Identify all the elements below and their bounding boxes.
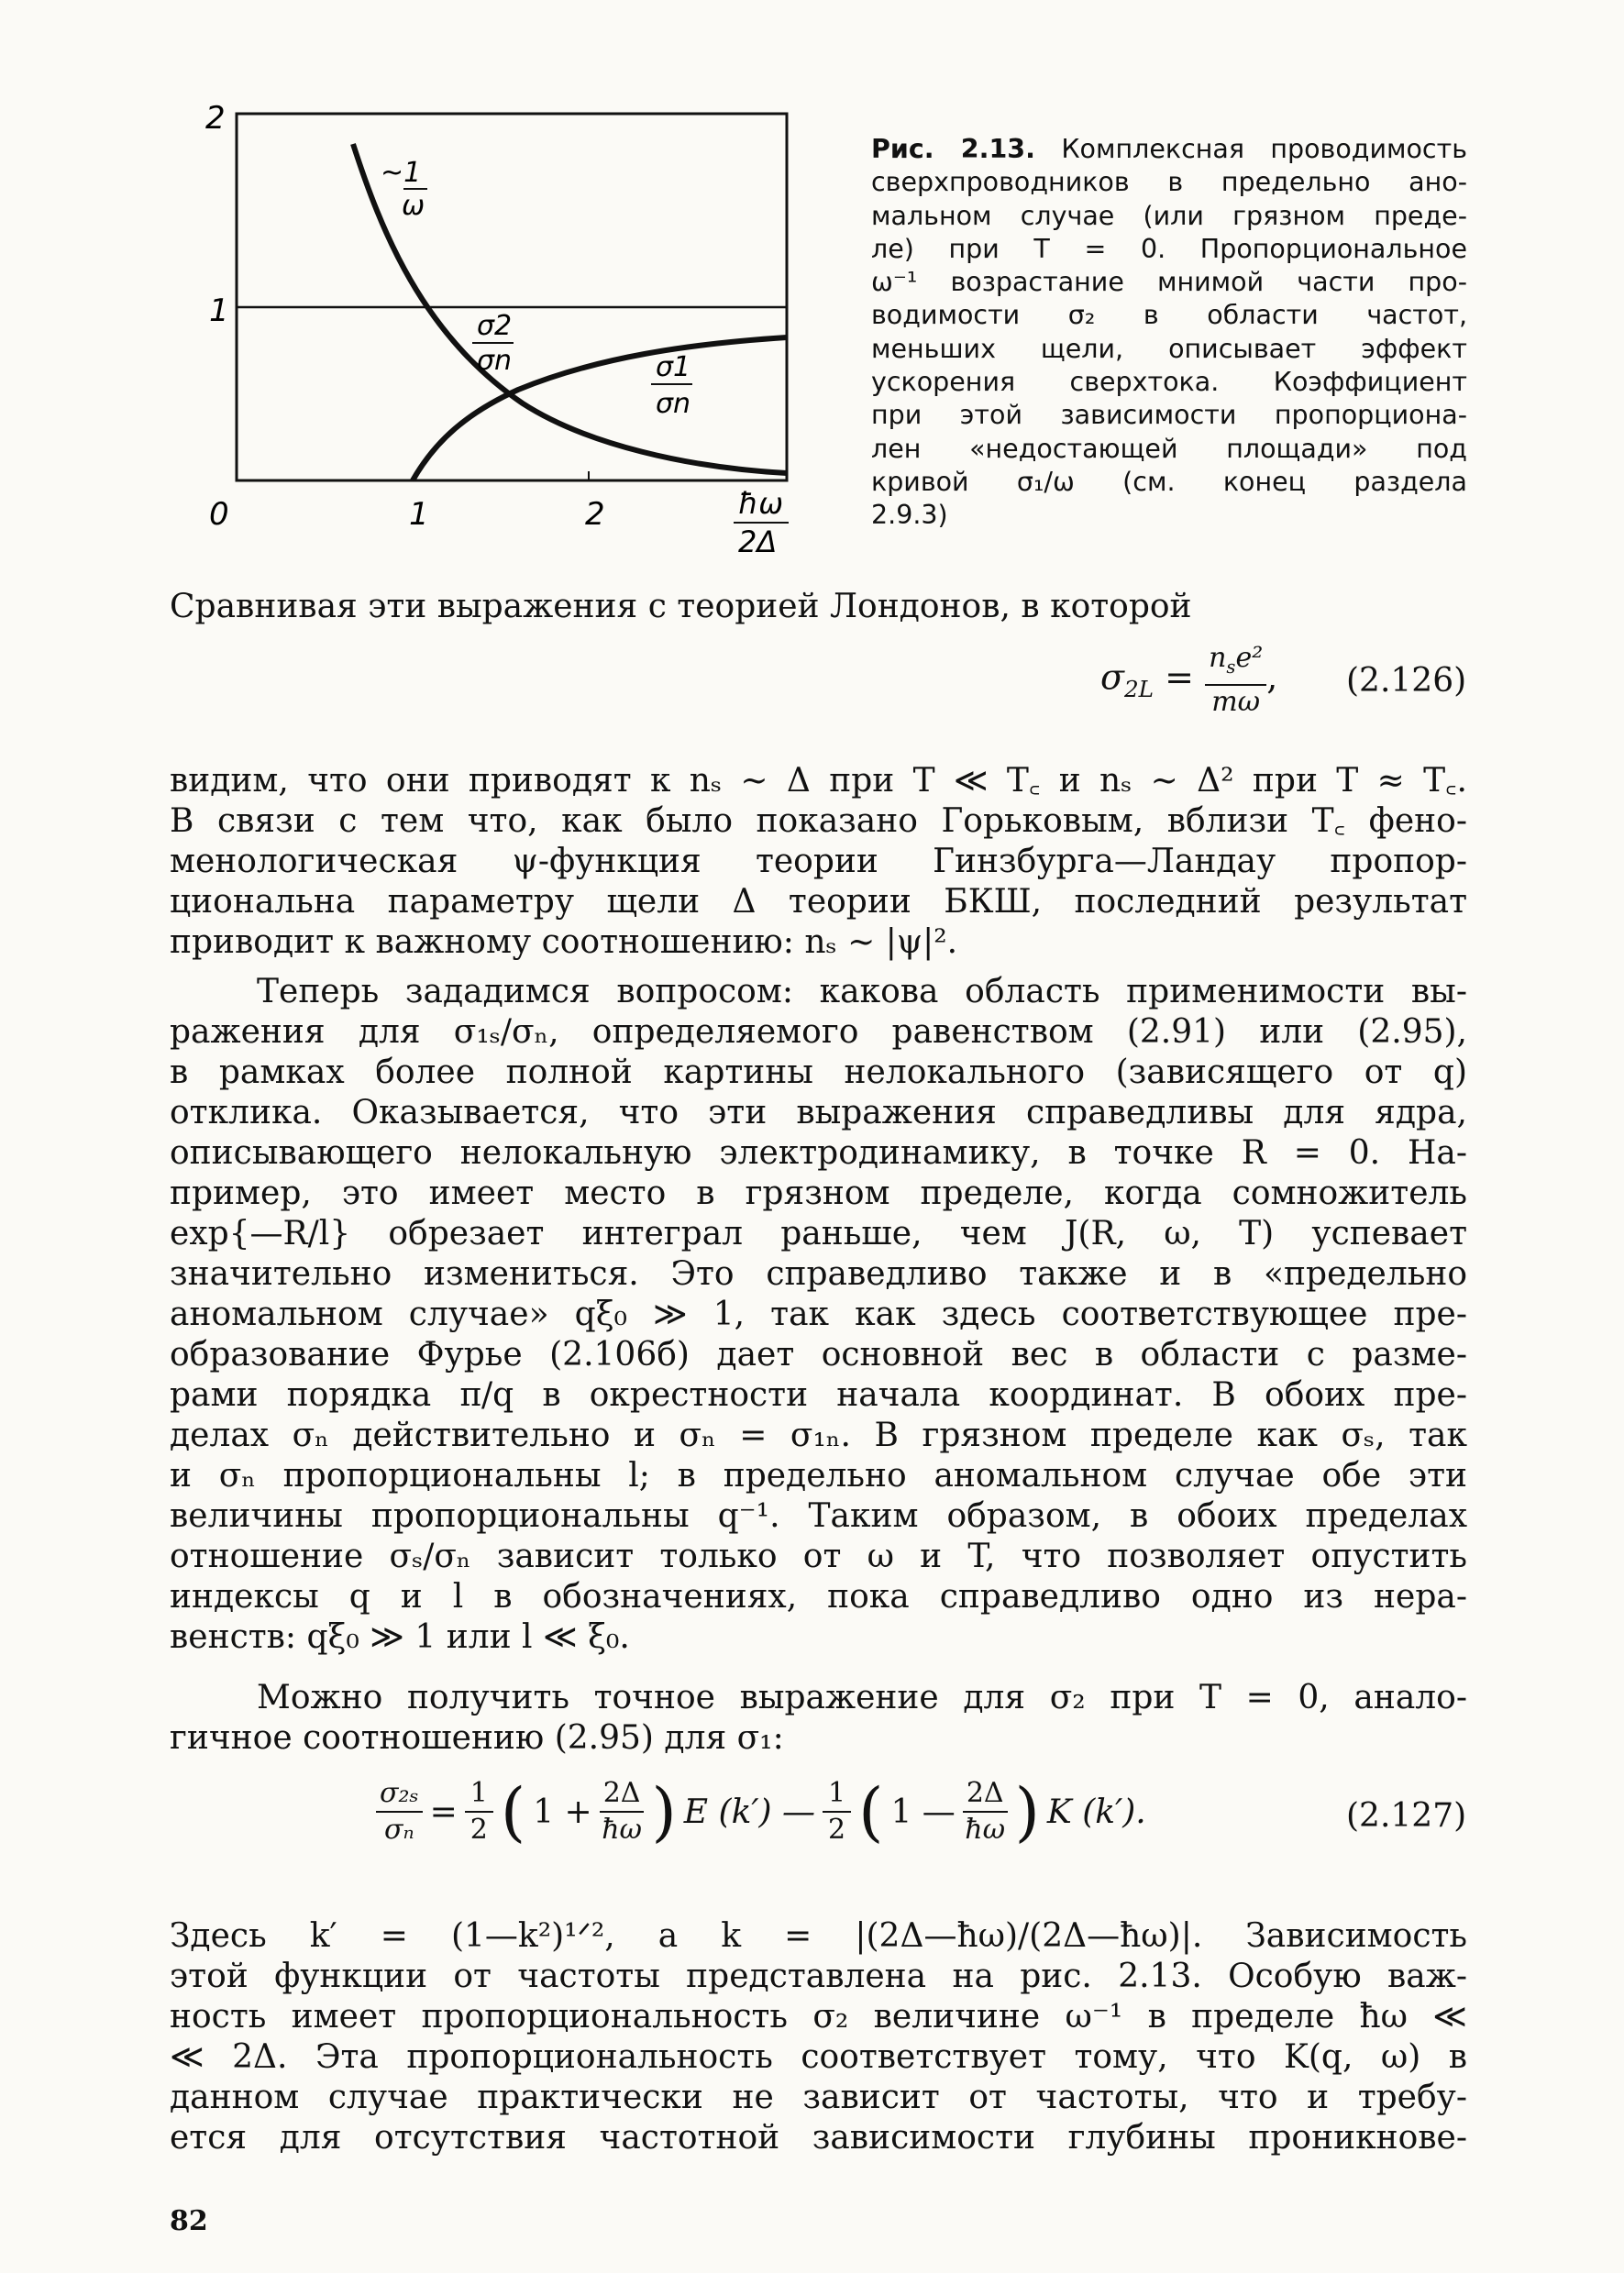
text-line: ность имеет пропорциональность σ₂ величине ω⁻¹ в пределе ħω ≪ bbox=[170, 1998, 1467, 2036]
x-tick-2: 2 bbox=[585, 496, 605, 533]
x-label-top: ħω bbox=[738, 486, 784, 521]
eq127-frac2-num: 2Δ bbox=[963, 1776, 1008, 1813]
eq127-equals: = bbox=[429, 1793, 458, 1831]
paragraph-2 bbox=[170, 972, 1467, 1658]
caption-line: 2.9.3) bbox=[871, 500, 948, 531]
sigma2-label-top: σ2 bbox=[477, 310, 513, 342]
eq127-half2-den: 2 bbox=[828, 1814, 846, 1846]
caption-line: лен «недостающей площади» под bbox=[871, 433, 1467, 464]
text-line: делах σₙ действительно и σₙ = σ₁ₙ. В грязном пределе как σₛ, так bbox=[170, 1417, 1467, 1454]
eq126-lhs: σ bbox=[1100, 657, 1124, 698]
caption-line: мальном случае (или грязном преде- bbox=[871, 200, 1467, 231]
equation-number-2-126: (2.126) bbox=[1346, 662, 1467, 700]
caption-line: при этой зависимости пропорциона- bbox=[871, 400, 1467, 431]
y-tick-0: 0 bbox=[209, 496, 229, 533]
text-line: отношение σₛ/σₙ зависит только от ω и T, что позволяет опустить bbox=[170, 1538, 1467, 1575]
x-tick-1: 1 bbox=[409, 496, 429, 533]
text-line: рами порядка π/q в окрестности начала координат. В обоих пре- bbox=[170, 1376, 1467, 1414]
caption-title: Рис. 2.13. bbox=[871, 134, 1035, 164]
eq127-paren-open-1: ( bbox=[500, 1774, 526, 1849]
eq127-half-num: 1 bbox=[465, 1776, 493, 1813]
caption-line: ле) при T = 0. Пропорциональное bbox=[871, 233, 1467, 264]
sigma2-label-bottom: σn bbox=[477, 345, 513, 377]
eq126-comma: , bbox=[1266, 657, 1278, 698]
text-line: видим, что они приводят к nₛ ~ Δ при T ≪ T꜀ и nₛ ~ Δ² при T ≈ T꜀. bbox=[170, 762, 1467, 800]
eq127-frac-2 bbox=[963, 1776, 1008, 1848]
sigma1-label-bottom: σn bbox=[656, 388, 691, 420]
text-line: венств: qξ₀ ≫ 1 или l ≪ ξ₀. bbox=[170, 1618, 630, 1656]
text-line: величины пропорциональны q⁻¹. Таким образом, в обоих пределах bbox=[170, 1497, 1467, 1535]
text-line: этой функции от частоты представлена на рис. 2.13. Особую важ- bbox=[170, 1958, 1467, 1995]
y-tick-2: 2 bbox=[205, 101, 226, 137]
eq126-e2: e² bbox=[1235, 642, 1264, 674]
text-line: образование Фурье (2.106б) дает основной вес в области с разме- bbox=[170, 1336, 1467, 1374]
caption-line: ω⁻¹ возрастание мнимой части про- bbox=[871, 267, 1467, 298]
text-line: индексы q и l в обозначениях, пока справедливо одно из нера- bbox=[170, 1578, 1467, 1616]
text-line: данном случае практически не зависит от частоты, что и требу- bbox=[170, 2079, 1467, 2116]
paragraph-1 bbox=[170, 761, 1467, 963]
figure-2-13 bbox=[193, 101, 889, 559]
eq126-lhs-sub: 2L bbox=[1123, 676, 1154, 703]
paragraph-3 bbox=[170, 1678, 1467, 1759]
eq127-E: E (k′) — bbox=[683, 1793, 816, 1831]
page-number: 82 bbox=[170, 2205, 208, 2237]
eq127-half2-num: 1 bbox=[823, 1776, 851, 1813]
equation-2-126 bbox=[1100, 642, 1277, 719]
equation-number-2-127: (2.127) bbox=[1346, 1797, 1467, 1835]
eq126-fraction bbox=[1205, 642, 1266, 719]
eq127-half-2 bbox=[823, 1776, 851, 1848]
text-line: и σₙ пропорциональны l; в предельно аномальном случае обе эти bbox=[170, 1457, 1467, 1495]
plot-frame bbox=[237, 114, 787, 480]
text-line: циональна параметру щели Δ теории БКШ, последний результат bbox=[170, 883, 1467, 921]
text-line: Теперь зададимся вопросом: какова область применимости вы- bbox=[257, 973, 1467, 1010]
eq126-n-sub: s bbox=[1226, 657, 1236, 678]
figure-caption bbox=[871, 133, 1467, 533]
caption-line: ускорения сверхтока. Коэффициент bbox=[871, 367, 1467, 398]
caption-line: меньших щели, описывает эффект bbox=[871, 333, 1467, 364]
text-line: ≪ 2Δ. Эта пропорциональность соответствует тому, что K(q, ω) в bbox=[170, 2038, 1467, 2076]
text-line: ражения для σ₁ₛ/σₙ, определяемого равенством (2.91) или (2.95), bbox=[170, 1013, 1467, 1051]
sigma1-label-top: σ1 bbox=[656, 351, 691, 383]
eq126-equals: = bbox=[1165, 657, 1194, 698]
eq127-lhs bbox=[376, 1776, 423, 1848]
eq127-lhs-num: σ₂ₛ bbox=[376, 1776, 423, 1813]
eq127-frac2-den: ħω bbox=[965, 1814, 1006, 1846]
eq126-n: n bbox=[1209, 642, 1227, 674]
text-line: exp{—R/l} обрезает интеграл раньше, чем J(R, ω, T) успевает bbox=[170, 1215, 1467, 1252]
eq127-paren-close-2: ) bbox=[1014, 1774, 1040, 1849]
intro-paragraph bbox=[170, 587, 1467, 627]
eq127-half-den: 2 bbox=[470, 1814, 488, 1846]
equation-2-127 bbox=[376, 1774, 1146, 1849]
inv-omega-label-top: ~1 bbox=[381, 157, 422, 189]
eq127-lhs-den: σₙ bbox=[383, 1814, 414, 1846]
eq127-K: K (k′). bbox=[1046, 1793, 1146, 1831]
text-line: описывающего нелокальную электродинамику, в точке R = 0. На- bbox=[170, 1134, 1467, 1172]
text-line: менологическая ψ-функция теории Гинзбурга—Ландау пропор- bbox=[170, 843, 1467, 880]
eq127-term1: 1 + bbox=[533, 1793, 592, 1831]
paragraph-4 bbox=[170, 1916, 1467, 2158]
text-line: гичное соотношению (2.95) для σ₁: bbox=[170, 1719, 784, 1757]
eq127-half-1 bbox=[465, 1776, 493, 1848]
inv-omega-label-bottom: ω bbox=[402, 190, 425, 222]
caption-line: сверхпроводников в предельно ано- bbox=[871, 167, 1467, 198]
text-line: отклика. Оказывается, что эти выражения справедливы для ядра, bbox=[170, 1094, 1467, 1131]
text-line: Можно получить точное выражение для σ₂ при T = 0, анало- bbox=[257, 1679, 1467, 1716]
text-line: В связи с тем что, как было показано Горьковым, вблизи T꜀ фено- bbox=[170, 802, 1467, 840]
eq126-denominator: mω bbox=[1211, 686, 1261, 718]
conductivity-plot bbox=[193, 101, 889, 559]
x-label-bottom: 2Δ bbox=[738, 524, 778, 559]
text-line: в рамках более полной картины нелокального (зависящего от q) bbox=[170, 1054, 1467, 1091]
eq127-term2: 1 — bbox=[890, 1793, 956, 1831]
text-line: ется для отсутствия частотной зависимости глубины проникнове- bbox=[170, 2119, 1467, 2157]
eq127-paren-open-2: ( bbox=[858, 1774, 884, 1849]
caption-line: кривой σ₁/ω (см. конец раздела bbox=[871, 466, 1467, 497]
eq127-frac1-den: ħω bbox=[602, 1814, 642, 1846]
caption-line: водимости σ₂ в области частот, bbox=[871, 300, 1467, 331]
text-line: значительно измениться. Это справедливо также и в «предельно bbox=[170, 1255, 1467, 1293]
eq126-numerator bbox=[1205, 642, 1266, 686]
eq127-paren-close-1: ) bbox=[651, 1774, 677, 1849]
text-line: аномальном случае» qξ₀ ≫ 1, так как здесь соответствующее пре- bbox=[170, 1296, 1467, 1333]
text-line: Сравнивая эти выражения с теорией Лондонов, в которой bbox=[170, 588, 1192, 625]
text-line: приводит к важному соотношению: nₛ ~ |ψ|². bbox=[170, 923, 958, 961]
eq127-frac1-num: 2Δ bbox=[600, 1776, 645, 1813]
y-tick-1: 1 bbox=[209, 292, 229, 329]
text-line: Здесь k′ = (1—k²)¹ᐟ², а k = |(2Δ—ħω)/(2Δ—ħω)|. Зависимость bbox=[170, 1917, 1467, 1955]
caption-line: Комплексная проводимость bbox=[1061, 134, 1467, 164]
text-line: пример, это имеет место в грязном пределе, когда сомножитель bbox=[170, 1175, 1467, 1212]
eq127-frac-1 bbox=[600, 1776, 645, 1848]
